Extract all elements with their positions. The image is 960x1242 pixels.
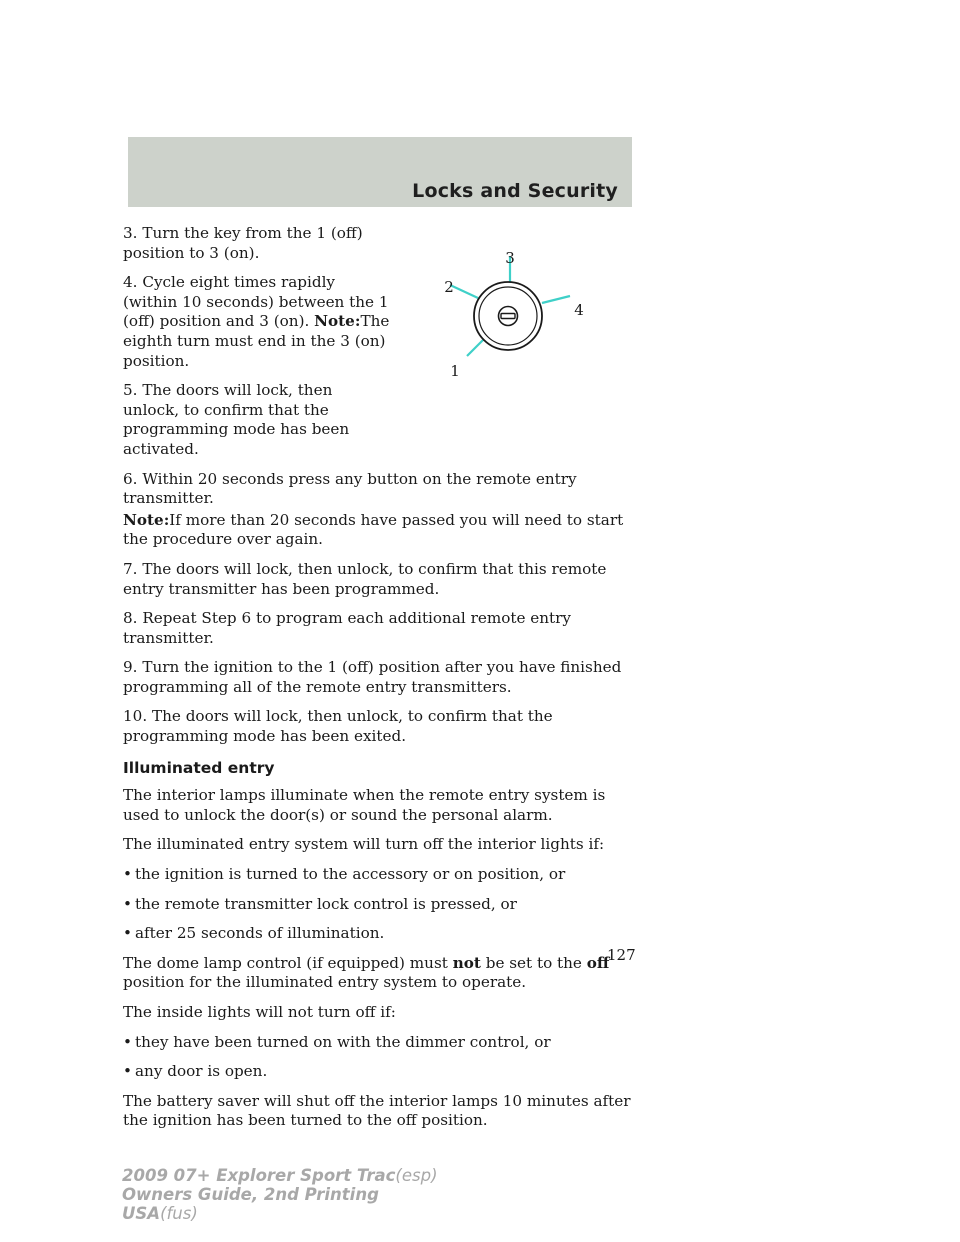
position-label-2: 2	[444, 278, 454, 297]
footer-line-3: USA(fus)	[122, 1204, 198, 1223]
footer-line-2: Owners Guide, 2nd Printing	[122, 1185, 379, 1204]
step-9: 9. Turn the ignition to the 1 (off) position after you have finished programming all of the remote entry transmitters.	[123, 658, 622, 696]
step-4: 4. Cycle eight times rapidly (within 10 seconds) between the 1 (off) position and 3 (on). Note:The eighth turn must end in the 3 (on) position.	[123, 273, 390, 370]
bullet-icon: •	[123, 894, 132, 913]
battery-saver-paragraph: The battery saver will shut off the interior lamps 10 minutes after the ignition has been turned to the off position.	[123, 1091, 631, 1130]
step-3: 3. Turn the key from the 1 (off) position to 3 (on).	[123, 224, 363, 262]
steps-beside-diagram	[123, 224, 393, 460]
footer-line-1: 2009 07+ Explorer Sport Trac(esp)	[122, 1166, 438, 1185]
section-title: Locks and Security	[412, 180, 618, 202]
illuminated-entry-heading: Illuminated entry	[123, 758, 275, 777]
list-item: • the ignition is turned to the accessory or on position, or	[123, 865, 566, 884]
page-number: 127	[607, 946, 636, 964]
position-label-3: 3	[505, 250, 515, 268]
note-label: Note:	[123, 510, 170, 529]
pointer-line-2	[450, 285, 478, 298]
bullet-icon: •	[123, 865, 132, 884]
turn-off-intro: The illuminated entry system will turn off the interior lights if:	[123, 835, 605, 854]
stay-on-intro: The inside lights will not turn off if:	[123, 1003, 396, 1021]
step-6-note: Note:If more than 20 seconds have passed you will need to start the procedure over again.	[123, 510, 624, 549]
ignition-diagram	[425, 250, 595, 380]
pointer-line-1	[467, 340, 483, 356]
step-5: 5. The doors will lock, then unlock, to confirm that the programming mode has been activated.	[123, 381, 350, 458]
note-label: Note:	[314, 312, 361, 331]
illuminated-intro: The interior lamps illuminate when the remote entry system is used to unlock the door(s) or sound the personal alarm.	[123, 786, 606, 824]
list-item: • the remote transmitter lock control is pressed, or	[123, 894, 517, 913]
dome-lamp-paragraph: The dome lamp control (if equipped) must not be set to the off position for the illuminated entry system to operate.	[123, 953, 610, 992]
bullet-icon: •	[123, 1062, 132, 1081]
list-item: • after 25 seconds of illumination.	[123, 924, 385, 943]
pointer-line-4	[542, 296, 570, 303]
bullet-icon: •	[123, 1032, 132, 1051]
step-8: 8. Repeat Step 6 to program each additional remote entry transmitter.	[123, 609, 572, 647]
position-label-4: 4	[574, 301, 584, 320]
list-item: • they have been turned on with the dimmer control, or	[123, 1032, 551, 1051]
bullet-icon: •	[123, 924, 132, 943]
step-10: 10. The doors will lock, then unlock, to confirm that the programming mode has been exited.	[123, 707, 553, 746]
step-7: 7. The doors will lock, then unlock, to confirm that this remote entry transmitter has been programmed.	[123, 559, 607, 598]
section-header-band	[128, 137, 632, 207]
step-6: 6. Within 20 seconds press any button on the remote entry transmitter.	[123, 469, 577, 508]
list-item: • any door is open.	[123, 1062, 268, 1081]
footer-imprint	[122, 1166, 438, 1223]
position-label-1: 1	[450, 362, 460, 380]
